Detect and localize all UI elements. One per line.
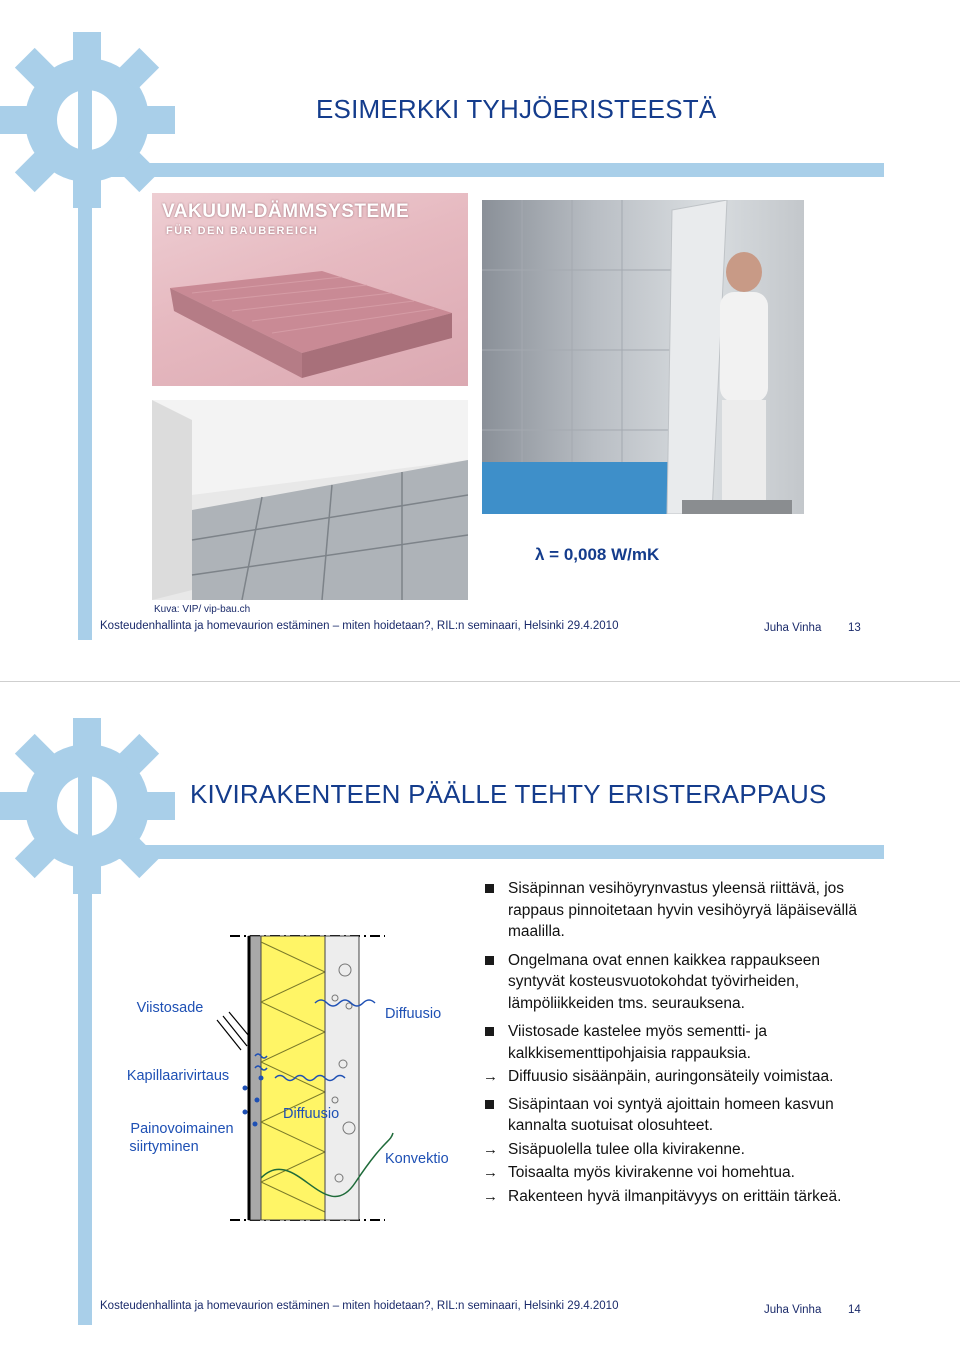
arrow-item: → Toisaalta myös kivirakenne voi homehtua. xyxy=(483,1162,863,1184)
arrow-icon: → xyxy=(483,1187,498,1205)
bullet-square-icon xyxy=(485,956,494,965)
vacuum-panel-photo xyxy=(152,193,468,386)
photo-banner-line2: FÜR DEN BAUBEREICH xyxy=(166,225,319,237)
slide-13 xyxy=(0,0,960,682)
arrow-item: → Diffuusio sisäänpäin, auringonsäteily voimistaa. xyxy=(483,1066,863,1088)
label-kapillaarivirtaus: Kapillaarivirtaus xyxy=(126,1068,230,1084)
label-siirtyminen: siirtyminen xyxy=(129,1139,199,1155)
rain-arrows xyxy=(217,1012,249,1050)
arrow-item: → Rakenteen hyvä ilmanpitävyys on erittäin tärkeä. xyxy=(483,1186,863,1208)
arrow-icon: → xyxy=(483,1140,498,1158)
label-painovoimainen: Painovoimainen xyxy=(130,1121,234,1137)
masonry-layer xyxy=(325,936,359,1220)
bullet-item: Viistosade kastelee myös sementti- ja kalkkisementtipohjaisia rappauksia. xyxy=(483,1021,863,1064)
floor-illustration xyxy=(152,400,468,600)
bullet-list xyxy=(483,878,863,1209)
decorative-horizontal-bar xyxy=(92,163,884,177)
installation-photo xyxy=(482,200,804,514)
page-number: 14 xyxy=(848,1304,861,1316)
floor-insulation-photo xyxy=(152,400,468,600)
footer-text: Kosteudenhallinta ja homevaurion estäminen – miten hoidetaan?, RIL:n seminaari, Helsinki 29.4.2010 xyxy=(100,1300,619,1312)
lambda-value: λ = 0,008 W/mK xyxy=(535,545,660,564)
arrow-icon: → xyxy=(483,1164,498,1181)
decorative-corner xyxy=(78,163,92,177)
decorative-vertical-bar xyxy=(78,40,92,640)
arrow-icon: → xyxy=(483,1068,498,1085)
bullet-item: Sisäpintaan voi syntyä ajoittain homeen kasvun kannalta suotuisat olosuhteet. xyxy=(483,1094,863,1137)
image-source: Kuva: VIP/ vip-bau.ch xyxy=(154,604,251,615)
decorative-vertical-bar xyxy=(78,721,92,1325)
page-number: 13 xyxy=(848,622,861,634)
decorative-horizontal-bar xyxy=(92,845,884,859)
label-konvektio: Konvektio xyxy=(385,1151,449,1167)
wall-cross-section-diagram xyxy=(215,928,475,1228)
footer-text: Kosteudenhallinta ja homevaurion estäminen – miten hoidetaan?, RIL:n seminaari, Helsinki 29.4.2010 xyxy=(100,620,619,632)
panel-illustration xyxy=(152,193,468,386)
footer-author: Juha Vinha xyxy=(764,622,822,634)
label-diffuusio-out: Diffuusio xyxy=(385,1006,442,1022)
label-viistosade: Viistosade xyxy=(136,1000,204,1016)
bullet-square-icon xyxy=(485,1027,494,1036)
bullet-square-icon xyxy=(485,884,494,893)
installation-illustration xyxy=(482,200,804,514)
footer-author: Juha Vinha xyxy=(764,1304,822,1316)
label-diffuusio-in: Diffuusio xyxy=(283,1106,340,1122)
bullet-item: Sisäpinnan vesihöyrynvastus yleensä riittävä, jos rappaus pinnoitetaan hyvin vesihöyryä läpäisevällä maalilla. xyxy=(483,878,863,943)
photo-banner-line1: VAKUUM-DÄMMSYSTEME xyxy=(162,201,410,222)
arrow-item: → Sisäpuolella tulee olla kivirakenne. xyxy=(483,1139,863,1161)
bullet-square-icon xyxy=(485,1100,494,1109)
page-title: KIVIRAKENTEEN PÄÄLLE TEHTY ERISTERAPPAUS xyxy=(190,779,827,809)
bullet-item: Ongelmana ovat ennen kaikkea rappaukseen syntyvät kosteusvuotokohdat työvirheiden, lämpöliikkeiden tms. seurauksena. xyxy=(483,950,863,1015)
page-divider xyxy=(0,681,960,682)
decorative-corner xyxy=(78,845,92,859)
page-title: ESIMERKKI TYHJÖERISTEESTÄ xyxy=(316,94,717,124)
slide-14 xyxy=(0,683,960,1367)
